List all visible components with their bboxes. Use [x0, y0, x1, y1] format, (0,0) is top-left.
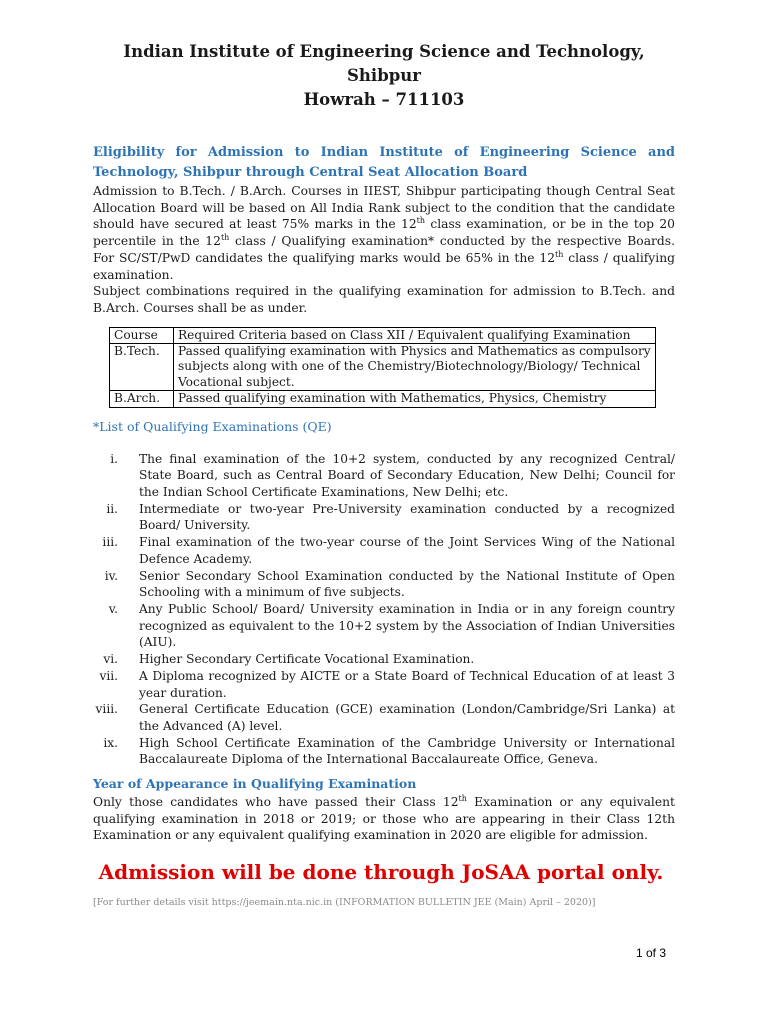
list-item-number: ix.	[103, 735, 118, 750]
list-item	[93, 651, 675, 668]
table-cell-criteria: Passed qualifying examination with Physics and Mathematics as compulsory subjects along with one of the Chemistry/Biotechnology/Biology/ Technical Vocational subject.	[174, 344, 656, 391]
table-row	[110, 391, 656, 407]
subject-combination-paragraph: Subject combinations required in the qualifying examination for admission to B.Tech. and B.Arch. Courses shall be as under.	[93, 284, 675, 315]
eligibility-text-part: class / qualifying examination.	[93, 250, 675, 282]
list-item-text: The final examination of the 10+2 system, conducted by any recognized Central/ State Board, such as Central Board of Secondary Education, New Delhi; Council for the Indian School Certificate Examinations, New Delhi; etc.	[139, 451, 675, 500]
eligibility-paragraph	[93, 183, 675, 283]
list-item-text: A Diploma recognized by AICTE or a State Board of Technical Education of at least 3 year duration.	[139, 668, 675, 700]
table-header-row	[110, 327, 656, 343]
table-header-cell: Required Criteria based on Class XII / Equivalent qualifying Examination	[174, 327, 656, 343]
list-item-text: Higher Secondary Certificate Vocational Examination.	[139, 652, 475, 667]
list-item	[93, 451, 675, 501]
list-item	[93, 701, 675, 734]
superscript: th	[220, 233, 230, 243]
list-item-text: High School Certificate Examination of the Cambridge University or International Baccalaureate Diploma of the International Baccalaureate Office, Geneva.	[139, 735, 675, 767]
criteria-table	[109, 327, 656, 408]
year-of-appearance-paragraph	[93, 794, 675, 844]
eligibility-text-part: Admission to B.Tech. / B.Arch. Courses in IIEST, Shibpur participating though Central Seat Allocation Board will be based on All India Rank subject to the condition that the candidate should have secured at least 75% marks in the 12	[93, 184, 675, 232]
institute-address: Howrah – 711103	[303, 90, 465, 109]
superscript: th	[416, 216, 426, 226]
list-item	[93, 534, 675, 567]
list-item-text: Senior Secondary School Examination conducted by the National Institute of Open Schooling with a minimum of five subjects.	[139, 568, 675, 600]
eligibility-heading: Eligibility for Admission to Indian Institute of Engineering Science and Technology, Shibpur through Central Seat Allocation Board	[93, 145, 675, 180]
list-item	[93, 568, 675, 601]
year-of-appearance-heading: Year of Appearance in Qualifying Examination	[93, 776, 417, 792]
list-item-number: ii.	[106, 501, 118, 516]
list-item-text: Intermediate or two-year Pre-University examination conducted by a recognized Board/ University.	[139, 501, 675, 533]
list-item-number: iii.	[102, 535, 118, 550]
list-item-number: vi.	[103, 652, 118, 667]
table-cell-criteria: Passed qualifying examination with Mathematics, Physics, Chemistry	[174, 391, 656, 407]
list-item-number: i.	[110, 451, 118, 466]
list-item	[93, 735, 675, 768]
year-text-part: Examination or any equivalent qualifying examination in 2018 or 2019; or those who are appearing in their Class 12th Examination or any equivalent qualifying examination in 2020 are eligible for admission.	[93, 795, 675, 843]
list-item-text: Any Public School/ Board/ University examination in India or in any foreign country recognized as equivalent to the 10+2 system by the Association of Indian Universities (AIU).	[139, 601, 675, 650]
qualifying-exams-list	[93, 451, 675, 768]
eligibility-text-part: class / Qualifying examination* conducted by the respective Boards. For SC/ST/PwD candidates the qualifying marks would be 65% in the 12	[93, 234, 676, 265]
list-item-number: viii.	[95, 702, 118, 717]
list-item	[93, 501, 675, 534]
document-page	[93, 40, 675, 910]
table-row	[110, 344, 656, 391]
table-cell-course: B.Arch.	[110, 391, 174, 407]
document-header	[93, 40, 675, 112]
further-details-footnote: [For further details visit https://jeemain.nta.nic.in (INFORMATION BULLETIN JEE (Main) April – 2020)]	[93, 897, 596, 909]
list-item-number: v.	[108, 601, 118, 616]
institute-name: Indian Institute of Engineering Science and Technology, Shibpur	[123, 42, 645, 85]
josaa-notice: Admission will be done through JoSAA portal only.	[98, 860, 664, 885]
eligibility-text-part: class examination, or be in the top 20 percentile in the 12	[93, 217, 676, 249]
qualifying-exams-heading: *List of Qualifying Examinations (QE)	[93, 418, 332, 434]
list-item-text: Final examination of the two-year course of the Joint Services Wing of the National Defence Academy.	[139, 535, 675, 566]
table-cell-course: B.Tech.	[110, 344, 174, 391]
list-item	[93, 668, 675, 701]
list-item-number: vii.	[99, 668, 118, 683]
superscript: th	[458, 793, 467, 803]
year-text-part: Only those candidates who have passed their Class 12	[93, 795, 459, 810]
list-item-text: General Certificate Education (GCE) examination (London/Cambridge/Sri Lanka) at the Advanced (A) level.	[139, 702, 675, 733]
superscript: th	[555, 249, 564, 259]
list-item	[93, 601, 675, 651]
list-item-number: iv.	[104, 568, 118, 583]
page-number: 1 of 3	[636, 946, 667, 960]
table-header-cell: Course	[110, 327, 174, 343]
